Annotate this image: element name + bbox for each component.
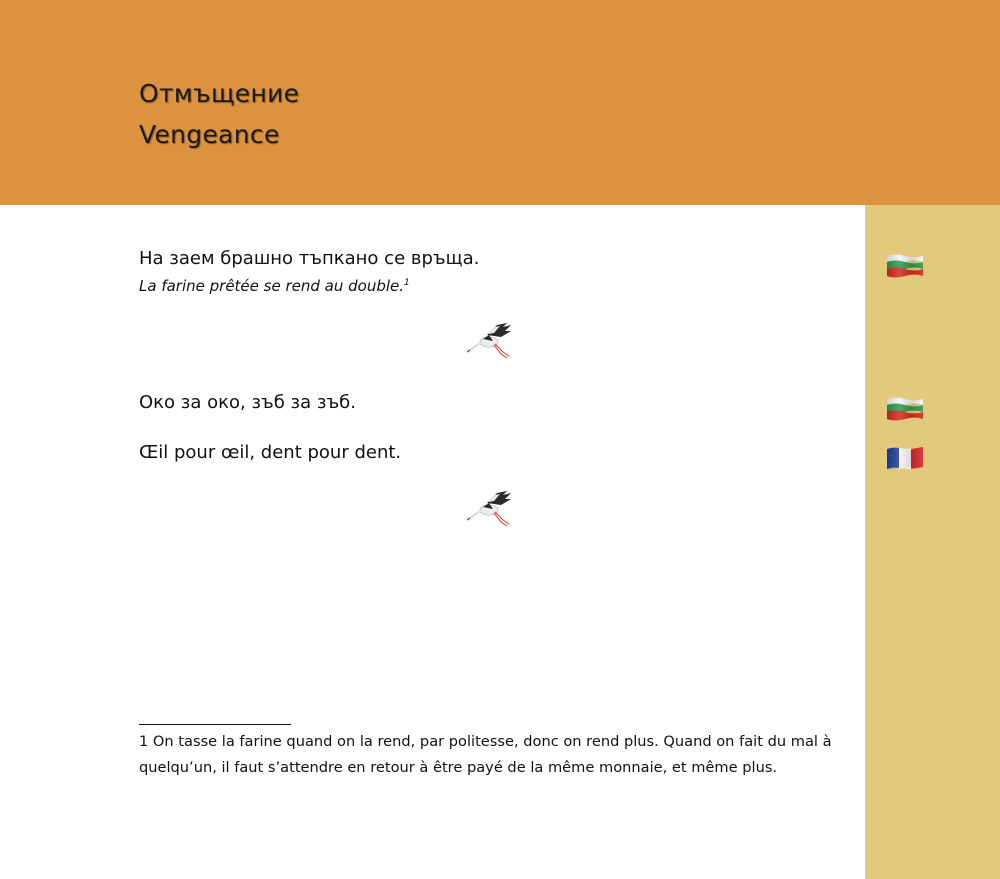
proverb-bulgarian-2: Око за око, зъб за зъб.: [139, 392, 356, 413]
footnote-reference: 1: [404, 278, 410, 288]
page-title-french: Vengeance: [139, 120, 280, 149]
bulgaria-flag-icon: [886, 396, 924, 422]
proverb-french-1: [139, 277, 410, 295]
proverb-french-1-text: La farine prêtée se rend au double.: [139, 277, 405, 295]
stork-icon: [467, 489, 513, 527]
footnote-text: 1 On tasse la farine quand on la rend, par politesse, donc on rend plus. Quand on fait du mal à quelqu’un, il faut s’attendre en retour à être payé de la même monnaie, et même plus.: [139, 733, 832, 776]
france-flag-icon: [886, 446, 924, 472]
language-sidebar: [865, 205, 1000, 879]
footnote-divider: [139, 724, 291, 725]
proverb-french-2: Œil pour œil, dent pour dent.: [139, 442, 402, 463]
header-banner: [0, 0, 1000, 205]
page-title-bulgarian: Отмъщение: [139, 79, 300, 108]
stork-icon: [467, 321, 513, 359]
bulgaria-flag-icon: [886, 253, 924, 279]
proverb-bulgarian-1: На заем брашно тъпкано се връща.: [139, 248, 480, 269]
